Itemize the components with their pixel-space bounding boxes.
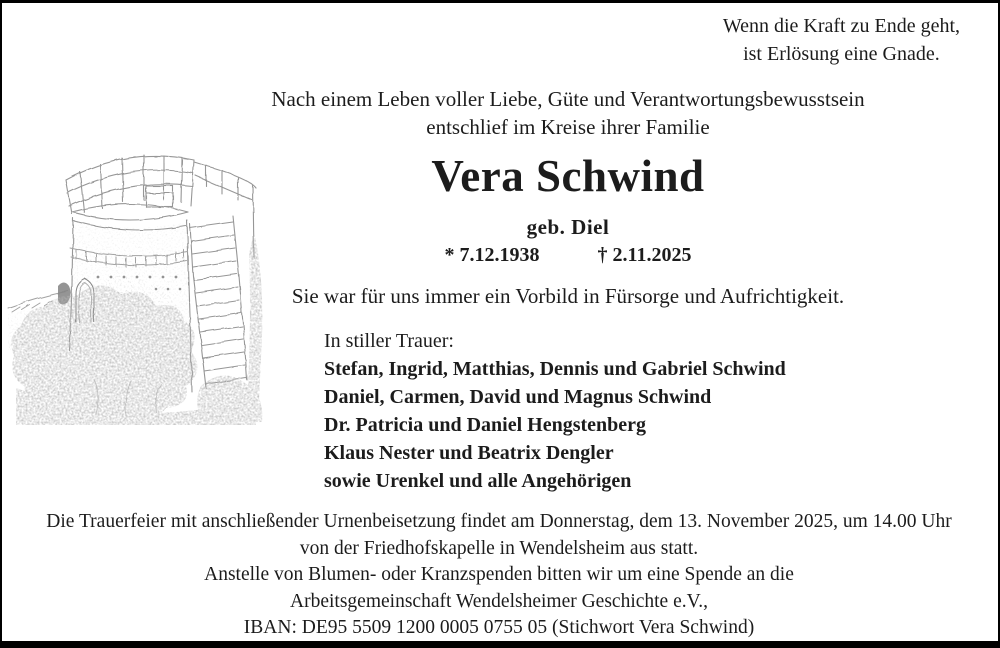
mourner-line: Daniel, Carmen, David und Magnus Schwind (324, 386, 712, 408)
birth-date: * 7.12.1938 (444, 244, 540, 266)
mourning-block (324, 327, 786, 495)
funeral-line-1: Die Trauerfeier mit anschließender Urnenbeisetzung findet am Donnerstag, dem 13. November 2025, um 14.00 Uhr (46, 511, 952, 532)
mourner-line: Klaus Nester und Beatrix Dengler (324, 442, 614, 464)
life-dates (136, 244, 1000, 267)
tribute-text: Sie war für uns immer ein Vorbild in Fürsorge und Aufrichtigkeit. (291, 284, 845, 308)
mourner-line: Stefan, Ingrid, Matthias, Dennis und Gabriel Schwind (324, 358, 786, 380)
maiden-name: geb. Diel (526, 215, 610, 239)
donation-line-2: Arbeitsgemeinschaft Wendelsheimer Geschichte e.V., (290, 590, 708, 612)
deceased-name: Vera Schwind (431, 151, 705, 201)
intro-line-1: Nach einem Leben voller Liebe, Güte und Verantwortungsbewusstsein (271, 87, 865, 111)
epigraph-line-2: ist Erlösung eine Gnade. (743, 42, 940, 65)
footer-block (2, 509, 996, 642)
epigraph (723, 13, 960, 68)
intro-line-2: entschlief im Kreise ihrer Familie (426, 115, 710, 139)
intro-text (136, 85, 1000, 141)
donation-line-1: Anstelle von Blumen- oder Kranzspenden bitten wir um eine Spende an die (204, 564, 794, 585)
epigraph-line-1: Wenn die Kraft zu Ende geht, (722, 15, 960, 37)
funeral-line-2: von der Friedhofskapelle in Wendelsheim aus statt. (299, 537, 699, 559)
mourning-label: In stiller Trauer: (324, 330, 454, 352)
donation-line-3: IBAN: DE95 5509 1200 0005 0755 05 (Stichwort Vera Schwind) (243, 617, 755, 638)
mourner-line: sowie Urenkel und alle Angehörigen (324, 470, 632, 492)
death-date: † 2.11.2025 (597, 244, 692, 266)
mourner-line: Dr. Patricia und Daniel Hengstenberg (324, 414, 647, 436)
